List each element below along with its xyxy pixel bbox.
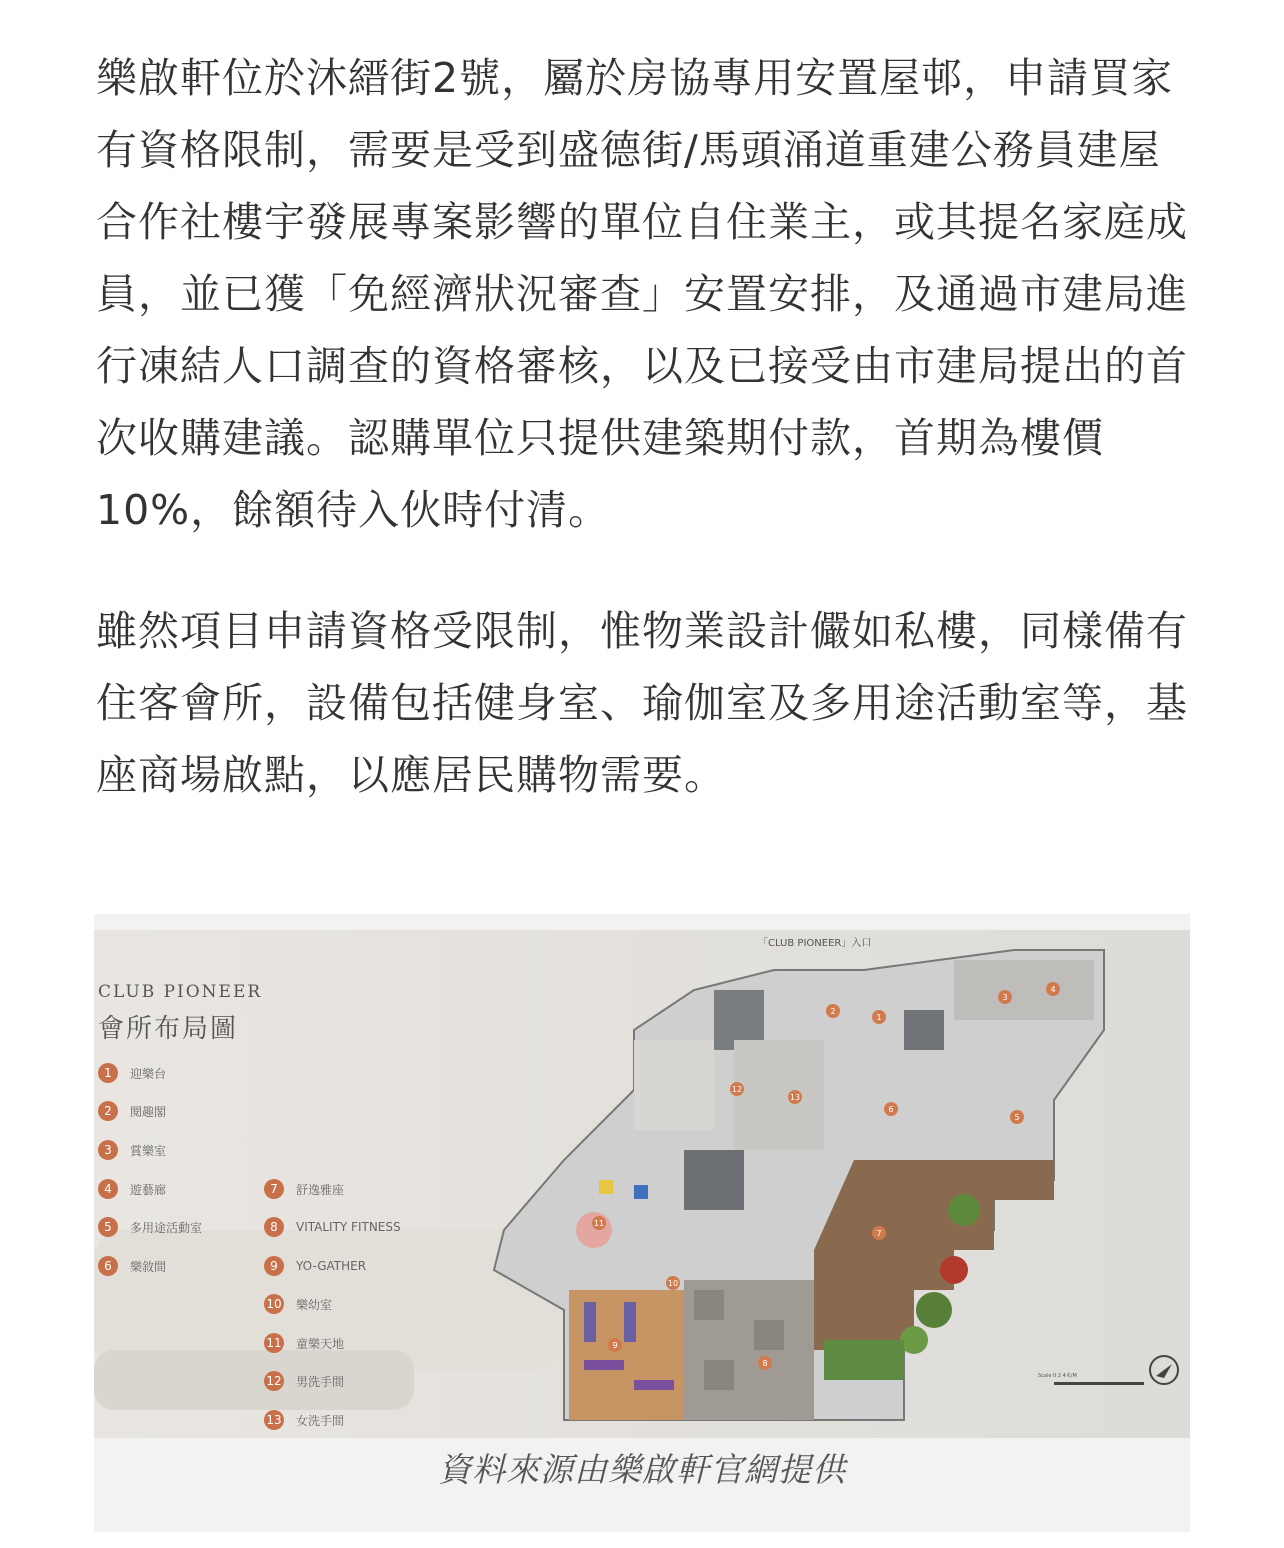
legend-item [264,1255,366,1277]
legend-item [264,1370,344,1392]
room-pin: 9 [608,1338,622,1352]
article-paragraph-1: 樂啟軒位於沐縉街2號，屬於房協專用安置屋邨，申請買家有資格限制，需要是受到盛德街/馬頭涌道重建公務員建屋合作社樓宇發展專案影響的單位自住業主，或其提名家庭成員，並已獲「免經濟狀況審查」安置安排，及通過市建局進行凍結人口調查的資格審核，以及已接受由市建局提出的首次收購建議。認購單位只提供建築期付款，首期為樓價10%，餘額待入伙時付清。 [96,54,1188,534]
room-pin: 12 [730,1082,744,1096]
legend-item [98,1216,202,1238]
floor-plan-figure [94,914,1190,1532]
legend-item [98,1062,166,1084]
legend-label: VITALITY FITNESS [296,1220,401,1234]
legend-number: 12 [264,1371,284,1391]
room-pin: 13 [788,1090,802,1104]
room-pin: 6 [884,1102,898,1116]
floor-plan-image [94,930,1190,1438]
legend-label: 男洗手間 [296,1374,345,1389]
floor-plan-drawing [94,930,1190,1438]
legend-label: 女洗手間 [296,1413,345,1428]
legend-label: 閱趣閣 [130,1104,167,1119]
legend-label: 樂敘間 [130,1259,167,1274]
article-paragraph-2: 雖然項目申請資格受限制，惟物業設計儼如私樓，同樣備有住客會所，設備包括健身室、瑜伽室及多用途活動室等，基座商場啟點，以應居民購物需要。 [96,607,1188,799]
club-title: CLUB PIONEER [98,982,263,1002]
room-pin: 5 [1010,1110,1024,1124]
legend-number: 6 [98,1256,118,1276]
legend-number: 5 [98,1217,118,1237]
club-subtitle: 會所布局圖 [98,1014,239,1044]
room-pin: 2 [826,1004,840,1018]
legend-label: YO-GATHER [296,1259,367,1273]
room-pin: 8 [758,1356,772,1370]
room-pin: 4 [1046,982,1060,996]
room-pin: 10 [666,1276,680,1290]
legend-number: 13 [264,1410,284,1430]
legend-number: 11 [264,1333,284,1353]
legend-label: 樂幼室 [296,1297,333,1312]
legend-label: 童樂天地 [296,1336,345,1351]
legend-item [98,1255,166,1277]
legend-item [98,1100,166,1122]
legend-number: 4 [98,1179,118,1199]
legend-item [264,1216,401,1238]
legend-item [98,1178,166,1200]
legend-label: 賞樂室 [130,1143,167,1158]
legend-number: 10 [264,1294,284,1314]
legend-label: 多用途活動室 [130,1220,203,1235]
entrance-label: 「CLUB PIONEER」入口 [758,938,872,949]
legend-item [264,1178,344,1200]
legend-item [264,1409,344,1431]
figure-caption: 資料來源由樂啟軒官網提供 [438,1450,846,1489]
legend-number: 1 [98,1063,118,1083]
legend-item [264,1332,344,1354]
legend-number: 7 [264,1179,284,1199]
legend-number: 2 [98,1101,118,1121]
room-pin: 7 [872,1226,886,1240]
scale-label: Scale 0 2 4米/M [1038,1373,1077,1379]
room-pin: 11 [592,1216,606,1230]
legend-item [98,1139,166,1161]
legend-label: 迎樂台 [130,1066,167,1081]
legend-number: 9 [264,1256,284,1276]
legend-item [264,1293,332,1315]
legend-number: 3 [98,1140,118,1160]
legend-label: 舒逸雅座 [296,1182,345,1197]
room-pin: 3 [998,990,1012,1004]
room-pin: 1 [872,1010,886,1024]
legend-number: 8 [264,1217,284,1237]
legend-label: 遊藝廊 [130,1182,167,1197]
